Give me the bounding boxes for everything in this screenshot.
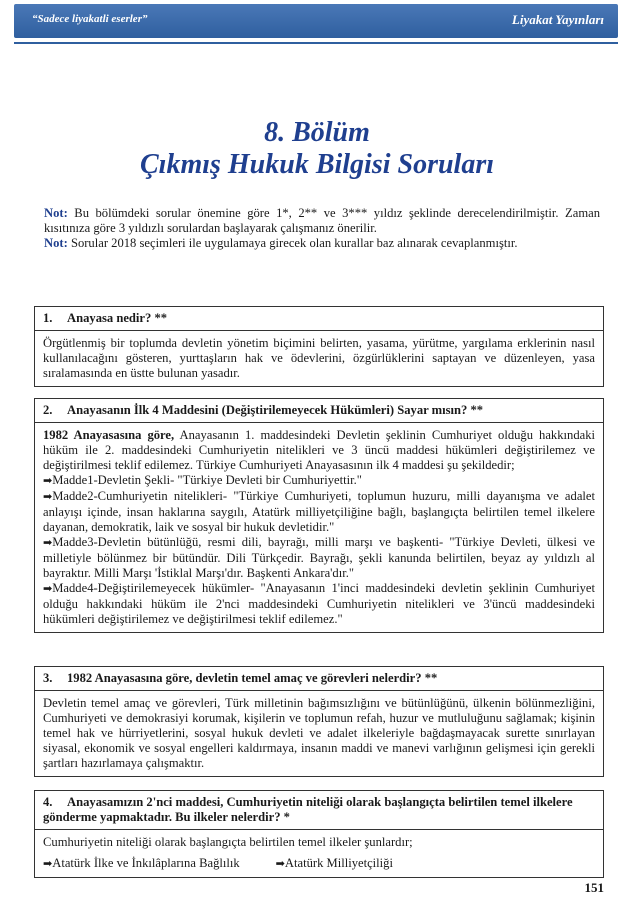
notes — [44, 206, 600, 251]
list-item: Atatürk Milliyetçiliği — [284, 856, 393, 870]
arrow-icon: ➡ — [43, 491, 53, 503]
answer-text: Devletin temel amaç ve görevleri, Türk milletinin bağımsızlığını ve bütünlüğünü, ülkenin bölünmezliğini, Cumhuriyeti ve demokrasiyi korumak, kişilerin ve toplumun refah, huzur ve mutluluğunu sağlamak; kişinin temel hak ve hürriyetlerini, sosyal hukuk devleti ve adalet ilkeleriyle bağdaşmayacak surette sınırlayan siyasal, ekonomik ve sosyal engelleri kaldırmaya, insanın maddi ve manevi varlığının gelişmesi için gerekli şartları hazırlamaya çalışmaktır. — [43, 696, 595, 770]
question-box-1 — [34, 306, 604, 387]
question-heading — [35, 307, 603, 331]
question-text: Anayasa nedir? ** — [67, 311, 168, 325]
answer-intro: Anayasanın 1. maddesindeki Devletin şeklinin Cumhuriyet olduğu hakkındaki hüküm ile 2. maddesindeki Cumhuriyetin nitelikleri ve 3 üncü maddesi hükümleri değiştirilemez ve değiştirilmesi teklif edilemez. Türkiye Cumhuriyeti Anayasasının ilk 4 maddesi şu şekildedir; — [43, 428, 596, 472]
chapter-title: 8. Bölüm — [264, 117, 370, 148]
question-box-3 — [34, 666, 604, 777]
arrow-icon: ➡ — [43, 475, 53, 487]
arrow-icon: ➡ — [43, 537, 53, 549]
note-2-text: Sorular 2018 seçimleri ile uygulamaya girecek olan kurallar baz alınarak cevaplanmıştır. — [70, 236, 518, 250]
answer-intro-bold: 1982 Anayasasına göre, — [43, 428, 175, 442]
question-number: 1. — [43, 311, 53, 325]
question-box-2 — [34, 398, 604, 633]
question-text: Anayasanın İlk 4 Maddesini (Değiştirilemeyecek Hükümleri) Sayar mısın? ** — [67, 403, 484, 417]
question-heading — [35, 399, 603, 423]
question-number: 4. — [43, 795, 53, 809]
chapter-subtitle: Çıkmış Hukuk Bilgisi Soruları — [139, 149, 495, 180]
answer-body — [35, 830, 603, 877]
question-box-4 — [34, 790, 604, 878]
page-header — [14, 4, 618, 38]
question-heading — [35, 667, 603, 691]
list-item: Atatürk İlke ve İnkılâplarına Bağlılık — [52, 856, 240, 870]
arrow-icon: ➡ — [275, 858, 285, 870]
list-item: ➡Madde3-Devletin bütünlüğü, resmi dili, bayrağı, milli marşı ve başkenti- "Türkiye Devleti, ülkesi ve milletiyle bölünmez bir bütündür. Dili Türkçedir. Bayrağı, şekli kanunda belirtilen, beyaz ay yıldızlı al bayraktır. Milli Marşı 'İstiklal Marşı'dır. Başkenti Ankara'dır." — [43, 535, 595, 580]
note-label: Not: — [44, 236, 68, 250]
question-number: 3. — [43, 671, 53, 685]
list-item: ➡Madde4-Değiştirilemeyecek hükümler- "Anayasanın 1'inci maddesindeki devletin şeklinin Cumhuriyet olduğu hakkındaki hüküm ile 2'nci maddesindeki Cumhuriyetin nitelikleri ve 3'üncü maddesindeki hükümleri değiştirilemez ve değiştirilmesi teklif edilemez." — [43, 581, 595, 626]
principle-list — [43, 856, 595, 872]
question-heading — [35, 791, 603, 830]
note-1-text: Bu bölümdeki sorular önemine göre 1*, 2** ve 3*** yıldız şeklinde derecelendirilmiştir. Zaman kısıtınıza göre 3 yıldızlı sorulardan başlayarak çalışmanız önerilir. — [44, 206, 600, 235]
page-number: 151 — [584, 880, 604, 895]
question-number: 2. — [43, 403, 53, 417]
arrow-icon: ➡ — [43, 858, 53, 870]
answer-body — [35, 423, 603, 632]
header-brand: Liyakat Yayınları — [511, 12, 604, 27]
list-item: ➡Madde1-Devletin Şekli- "Türkiye Devleti bir Cumhuriyettir." — [43, 473, 362, 487]
note-label: Not: — [44, 206, 68, 220]
answer-text: Cumhuriyetin niteliği olarak başlangıçta belirtilen temel ilkeler şunlardır; — [43, 835, 413, 849]
note-1 — [44, 206, 600, 236]
header-rule — [14, 42, 618, 44]
question-text: 1982 Anayasasına göre, devletin temel amaç ve görevleri nelerdir? ** — [67, 671, 438, 685]
arrow-icon: ➡ — [43, 583, 53, 595]
note-2 — [44, 236, 600, 251]
question-text: Anayasamızın 2'nci maddesi, Cumhuriyetin niteliği olarak başlangıçta belirtilen temel ilkelere gönderme yapmaktadır. Bu ilkeler nelerdir? * — [43, 795, 573, 824]
header-slogan: “Sadece liyakatli eserler” — [32, 13, 148, 25]
list-item: ➡Madde2-Cumhuriyetin nitelikleri- "Türkiye Cumhuriyeti, toplumun huzuru, milli dayanışma ve adalet anlayışı içinde, insan haklarına saygılı, Atatürk milliyetçiliğine bağlı, başlangıçta belirtilen temel ilkelere dayanan, demokratik, laik ve sosyal bir hukuk devletidir." — [43, 489, 595, 534]
answer-text: Örgütlenmiş bir toplumda devletin yönetim biçimini belirten, yasama, yürütme, yargılama erklerinin nasıl kullanılacağını gösteren, yurttaşların hak ve ödevlerini, özgürlüklerini saptayan ve düzenleyen, yasa sıralamasında en üstte bulunan yasadır. — [43, 336, 595, 380]
